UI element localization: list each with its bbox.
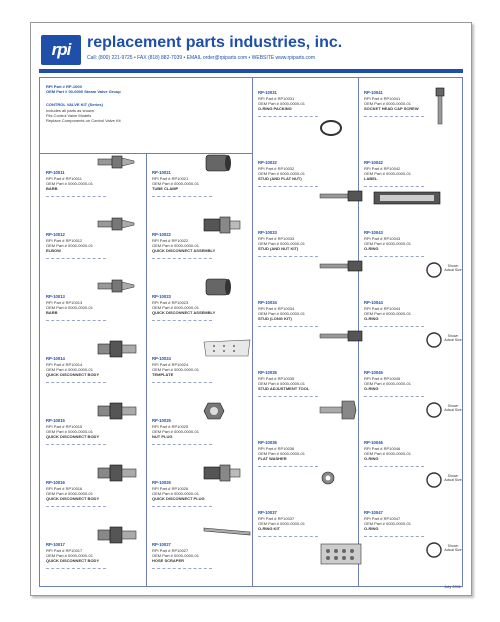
part-description: O-RING bbox=[364, 246, 379, 251]
part-description: SOCKET HEAD CAP SCREW bbox=[364, 106, 419, 111]
rpi-part-number: RPI Part # RP10022 bbox=[152, 238, 189, 243]
separator bbox=[46, 196, 106, 197]
contact-line: Call: (800) 221-9725 • FAX (818) 882-7039 • EMAIL order@rpiparts.com • WEBSITE www.rpiparts.com bbox=[87, 55, 316, 61]
separator bbox=[364, 186, 424, 187]
separator bbox=[152, 196, 212, 197]
oem-part-number: OEM Part # 0000-0000-01 bbox=[152, 491, 199, 496]
rpi-part-number: RPI Part # RP10013 bbox=[46, 300, 83, 305]
column-divider bbox=[146, 154, 147, 586]
separator bbox=[46, 382, 106, 383]
rpi-part-number: RPI Part # RP10046 bbox=[364, 446, 401, 451]
footer-date: July 2011 bbox=[444, 584, 461, 589]
part-number: RP-10036 bbox=[258, 440, 277, 445]
part-entry bbox=[256, 370, 356, 438]
part-number: RP-10011 bbox=[46, 170, 65, 175]
part-number: RP-10021 bbox=[152, 170, 171, 175]
actual-size-note: Shown Actual Size bbox=[444, 474, 462, 482]
part-number: RP-10035 bbox=[258, 370, 277, 375]
separator bbox=[46, 506, 106, 507]
part-number: RP-10024 bbox=[152, 356, 171, 361]
part-description: QUICK DISCONNECT BODY bbox=[46, 434, 100, 439]
oem-part-number: OEM Part # 0000-0000-01 bbox=[258, 241, 305, 246]
separator bbox=[46, 568, 106, 569]
rpi-part-number: RPI Part # RP10042 bbox=[364, 166, 401, 171]
oem-part-number: OEM Part # 0000-0000-01 bbox=[364, 521, 411, 526]
oem-part-number: OEM Part # 0000-0000-01 bbox=[258, 521, 305, 526]
actual-size-note: Shown Actual Size bbox=[444, 264, 462, 272]
part-entry bbox=[362, 510, 462, 578]
rpi-part-number: RPI Part # RP10031 bbox=[258, 96, 295, 101]
rpi-part-number: RPI Part # RP10041 bbox=[364, 96, 401, 101]
rpi-part-number: RPI Part # RP10016 bbox=[46, 486, 83, 491]
rpi-part-number: RPI Part # RP10043 bbox=[364, 236, 401, 241]
part-entry bbox=[362, 160, 462, 228]
rpi-part-number: RPI Part # RP10045 bbox=[364, 376, 401, 381]
part-number: RP-10042 bbox=[364, 160, 383, 165]
part-description: O-RING KIT bbox=[258, 526, 280, 531]
separator bbox=[258, 186, 318, 187]
part-description: QUICK DISCONNECT BODY bbox=[46, 558, 100, 563]
separator bbox=[152, 382, 212, 383]
intro-line2: OEM Part # 00-0000 Steam Valve Group bbox=[46, 89, 121, 94]
part-description: QUICK DISCONNECT BODY bbox=[46, 372, 100, 377]
intro-box bbox=[40, 78, 252, 154]
separator bbox=[152, 568, 212, 569]
rpi-part-number: RPI Part # RP10023 bbox=[152, 300, 189, 305]
part-number: RP-10016 bbox=[46, 480, 65, 485]
part-number: RP-10013 bbox=[46, 294, 65, 299]
rpi-part-number: RPI Part # RP10011 bbox=[46, 176, 82, 181]
rpi-part-number: RPI Part # RP10014 bbox=[46, 362, 83, 367]
rpi-part-number: RPI Part # RP10025 bbox=[152, 424, 189, 429]
part-number: RP-10043 bbox=[364, 230, 383, 235]
part-number: RP-10034 bbox=[258, 300, 277, 305]
part-entry bbox=[44, 220, 144, 280]
part-entry bbox=[44, 406, 144, 466]
part-description: TUBE CLAMP bbox=[152, 186, 179, 191]
header-rule bbox=[39, 69, 463, 73]
intro-body1: Includes all parts as shown bbox=[46, 108, 95, 113]
part-description: LABEL bbox=[364, 176, 378, 181]
part-number: RP-10041 bbox=[364, 90, 383, 95]
separator bbox=[152, 258, 212, 259]
intro-heading: CONTROL VALVE KIT (Series) bbox=[46, 102, 103, 107]
part-number: RP-10033 bbox=[258, 230, 277, 235]
part-description: QUICK DISCONNECT BODY bbox=[46, 496, 100, 501]
separator bbox=[258, 466, 318, 467]
part-entry bbox=[256, 230, 356, 298]
part-description: O-RING bbox=[364, 526, 379, 531]
part-number: RP-10046 bbox=[364, 440, 383, 445]
part-description: O-RING bbox=[364, 386, 379, 391]
part-entry bbox=[44, 344, 144, 404]
rpi-part-number: RPI Part # RP10017 bbox=[46, 548, 83, 553]
separator bbox=[152, 506, 212, 507]
separator bbox=[364, 396, 424, 397]
part-number: RP-10027 bbox=[152, 542, 171, 547]
parts-grid bbox=[39, 77, 463, 587]
oem-part-number: OEM Part # 0000-0000-01 bbox=[46, 181, 93, 186]
part-number: RP-10047 bbox=[364, 510, 383, 515]
oem-part-number: OEM Part # 0000-0000-01 bbox=[152, 181, 199, 186]
oem-part-number: OEM Part # 0000-0000-01 bbox=[258, 311, 305, 316]
rpi-part-number: RPI Part # RP10036 bbox=[258, 446, 295, 451]
rpi-part-number: RPI Part # RP10033 bbox=[258, 236, 295, 241]
separator bbox=[364, 536, 424, 537]
part-number: RP-10032 bbox=[258, 160, 277, 165]
part-description: STUD ADJUSTMENT TOOL bbox=[258, 386, 310, 391]
oem-part-number: OEM Part # 0000-0000-01 bbox=[364, 241, 411, 246]
part-description: STUD (AND FLAT NUT) bbox=[258, 176, 302, 181]
oem-part-number: OEM Part # 0000-0000-01 bbox=[258, 381, 305, 386]
part-number: RP-10045 bbox=[364, 370, 383, 375]
separator bbox=[46, 258, 106, 259]
part-entry bbox=[150, 406, 250, 466]
part-entry bbox=[362, 90, 462, 158]
oem-part-number: OEM Part # 0000-0000-01 bbox=[258, 451, 305, 456]
rpi-part-number: RPI Part # RP10015 bbox=[46, 424, 83, 429]
oem-part-number: OEM Part # 0000-0000-01 bbox=[152, 367, 199, 372]
part-entry bbox=[362, 370, 462, 438]
intro-line1: RPI Part # RP-1000 bbox=[46, 84, 82, 89]
rpi-part-number: RPI Part # RP10012 bbox=[46, 238, 83, 243]
part-description: O-RING PACKING bbox=[258, 106, 292, 111]
oem-part-number: OEM Part # 0000-0000-01 bbox=[46, 491, 93, 496]
separator bbox=[258, 396, 318, 397]
part-entry bbox=[256, 510, 356, 578]
part-description: BARB bbox=[46, 186, 58, 191]
part-entry bbox=[150, 282, 250, 342]
separator bbox=[258, 116, 318, 117]
rpi-part-number: RPI Part # RP10024 bbox=[152, 362, 189, 367]
rpi-part-number: RPI Part # RP10027 bbox=[152, 548, 189, 553]
separator bbox=[46, 320, 106, 321]
part-number: RP-10026 bbox=[152, 480, 171, 485]
separator bbox=[364, 116, 424, 117]
part-description: QUICK DISCONNECT ASSEMBLY bbox=[152, 248, 216, 253]
catalog-sheet bbox=[30, 22, 472, 596]
oem-part-number: OEM Part # 0000-0000-01 bbox=[258, 171, 305, 176]
part-description: O-RING bbox=[364, 456, 379, 461]
part-entry bbox=[150, 158, 250, 218]
oem-part-number: OEM Part # 0000-0000-01 bbox=[152, 243, 199, 248]
part-entry bbox=[256, 440, 356, 508]
part-entry bbox=[44, 468, 144, 528]
part-entry bbox=[150, 344, 250, 404]
separator bbox=[364, 466, 424, 467]
oem-part-number: OEM Part # 0000-0000-01 bbox=[364, 311, 411, 316]
part-number: RP-10014 bbox=[46, 356, 65, 361]
oem-part-number: OEM Part # 0000-0000-01 bbox=[152, 553, 199, 558]
oem-part-number: OEM Part # 0000-0000-01 bbox=[364, 171, 411, 176]
part-description: TEMPLATE bbox=[152, 372, 174, 377]
part-description: QUICK DISCONNECT PLUG bbox=[152, 496, 205, 501]
oem-part-number: OEM Part # 0000-0000-01 bbox=[46, 367, 93, 372]
separator bbox=[258, 536, 318, 537]
rpi-part-number: RPI Part # RP10044 bbox=[364, 306, 401, 311]
oem-part-number: OEM Part # 0000-0000-01 bbox=[364, 381, 411, 386]
rpi-part-number: RPI Part # RP10026 bbox=[152, 486, 189, 491]
oem-part-number: OEM Part # 0000-0000-01 bbox=[46, 553, 93, 558]
separator bbox=[152, 444, 212, 445]
part-entry bbox=[44, 282, 144, 342]
part-description: NUT PLUG bbox=[152, 434, 173, 439]
part-number: RP-10015 bbox=[46, 418, 65, 423]
rpi-part-number: RPI Part # RP10021 bbox=[152, 176, 189, 181]
part-entry bbox=[362, 440, 462, 508]
separator bbox=[364, 326, 424, 327]
separator bbox=[46, 444, 106, 445]
oem-part-number: OEM Part # 0000-0000-01 bbox=[152, 429, 199, 434]
actual-size-note: Shown Actual Size bbox=[444, 404, 462, 412]
part-description: ELBOW bbox=[46, 248, 61, 253]
separator bbox=[258, 326, 318, 327]
part-entry bbox=[256, 300, 356, 368]
part-description: STUD (AND NUT KIT) bbox=[258, 246, 299, 251]
part-description: BARB bbox=[46, 310, 58, 315]
rpi-part-number: RPI Part # RP10032 bbox=[258, 166, 295, 171]
part-number: RP-10037 bbox=[258, 510, 277, 515]
part-entry bbox=[44, 530, 144, 590]
part-description: QUICK DISCONNECT ASSEMBLY bbox=[152, 310, 216, 315]
rpi-part-number: RPI Part # RP10034 bbox=[258, 306, 295, 311]
part-description: O-RING bbox=[364, 316, 379, 321]
oem-part-number: OEM Part # 0000-0000-01 bbox=[46, 429, 93, 434]
part-number: RP-10031 bbox=[258, 90, 277, 95]
part-entry bbox=[150, 530, 250, 590]
oem-part-number: OEM Part # 0000-0000-01 bbox=[258, 101, 305, 106]
part-description: STUD (LONG KIT) bbox=[258, 316, 292, 321]
part-entry bbox=[362, 300, 462, 368]
oem-part-number: OEM Part # 0000-0000-01 bbox=[46, 305, 93, 310]
oem-part-number: OEM Part # 0000-0000-01 bbox=[46, 243, 93, 248]
intro-body3: Replace Components on Control Valve Kit bbox=[46, 118, 121, 123]
part-entry bbox=[150, 220, 250, 280]
rpi-part-number: RPI Part # RP10037 bbox=[258, 516, 295, 521]
intro-body2: Fits Control Valve Models bbox=[46, 113, 92, 118]
oem-part-number: OEM Part # 0000-0000-01 bbox=[364, 451, 411, 456]
part-number: RP-10022 bbox=[152, 232, 171, 237]
part-number: RP-10023 bbox=[152, 294, 171, 299]
part-description: HOSE SCRAPER bbox=[152, 558, 185, 563]
part-number: RP-10025 bbox=[152, 418, 171, 423]
rpi-part-number: RPI Part # RP10047 bbox=[364, 516, 401, 521]
part-entry bbox=[44, 158, 144, 218]
part-entry bbox=[150, 468, 250, 528]
part-number: RP-10044 bbox=[364, 300, 383, 305]
separator bbox=[152, 320, 212, 321]
part-description: FLAT WASHER bbox=[258, 456, 287, 461]
part-number: RP-10012 bbox=[46, 232, 65, 237]
company-name: replacement parts industries, inc. bbox=[87, 34, 343, 51]
part-entry bbox=[362, 230, 462, 298]
actual-size-note: Shown Actual Size bbox=[444, 334, 462, 342]
actual-size-note: Shown Actual Size bbox=[444, 544, 462, 552]
column-divider bbox=[252, 78, 253, 586]
oem-part-number: OEM Part # 0000-0000-01 bbox=[152, 305, 199, 310]
part-number: RP-10017 bbox=[46, 542, 65, 547]
part-entry bbox=[256, 160, 356, 228]
separator bbox=[258, 256, 318, 257]
part-entry bbox=[256, 90, 356, 158]
company-logo: rpi bbox=[41, 35, 81, 65]
rpi-part-number: RPI Part # RP10035 bbox=[258, 376, 295, 381]
separator bbox=[364, 256, 424, 257]
oem-part-number: OEM Part # 0000-0000-01 bbox=[364, 101, 411, 106]
